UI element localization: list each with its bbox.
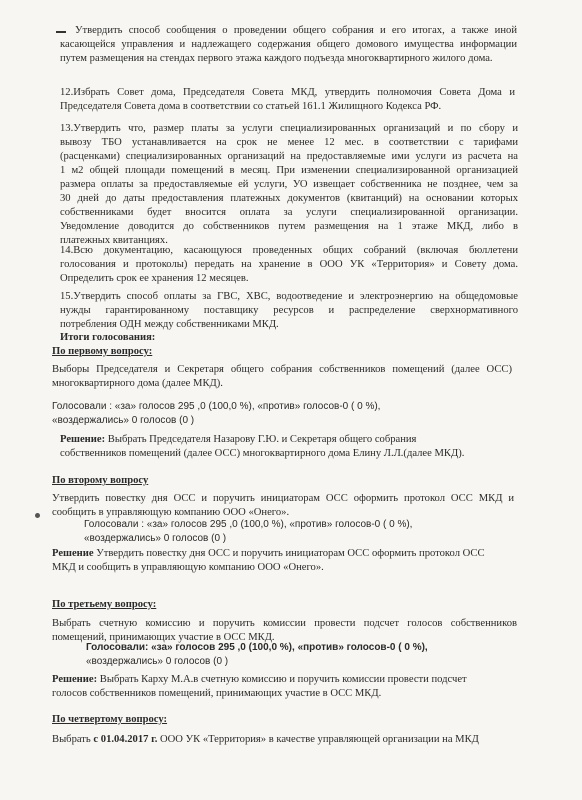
paragraph-line: Выбрать счетную комиссию и поручить комиссии провести подсчет голосов собственников [52, 618, 517, 629]
paragraph-line: Выбрать с 01.04.2017 г. ООО УК «Территория» в качестве управляющей организации на МКД [52, 734, 479, 745]
paragraph-line: голосования и протоколы) передать на хранение в ООО УК «Территория» и Совету дома. [60, 259, 518, 270]
paragraph-item-13 [60, 122, 518, 248]
decision-line: голосов собственников помещений, принимающих участие в ОСС МКД. [52, 688, 382, 699]
paragraph-line: нужды гарантированному поставщику ресурсов и распределение сверхнормативного [60, 305, 518, 316]
decision-label: Решение: [52, 674, 98, 685]
decision-text: Выбрать Председателя Назарову Г.Ю. и Секретаря общего собрания [105, 434, 417, 445]
decision-line [52, 547, 522, 561]
question-2-text [52, 492, 514, 520]
paragraph-notification-method-cont [60, 38, 517, 66]
paragraph-line: сообщить в управляющую компанию ООО «Онего». [52, 507, 290, 518]
decision-line [60, 433, 520, 447]
decision-label: Решение: [60, 434, 106, 445]
vote-line: «воздержались» 0 голосов (0 ) [86, 656, 229, 667]
paragraph-line: 30 дней до даты предоставления платежных документов (квитанций) на основании которых [60, 193, 518, 204]
paragraph-line: 14.Всю документацию, касающуюся проведенных общих собраний (включая бюллетени [60, 245, 518, 256]
paragraph-line: (расценками) специализированных организаций на предоставляемые ими услуги из расчета на [60, 151, 518, 162]
decision-line: МКД и сообщить в управляющую компанию ООО «Онего». [52, 562, 324, 573]
paragraph-item-12 [60, 86, 515, 114]
paragraph-line: вывозу ТБО устанавливается на срок не менее 12 мес. в соответствии с тарифами [60, 137, 518, 148]
paragraph-item-14 [60, 244, 518, 286]
paragraph-line: помещений, принимающих участие в ОСС МКД. [52, 632, 275, 643]
question-2-vote [84, 518, 524, 546]
decision-line [52, 673, 522, 687]
scan-mark [35, 513, 40, 518]
paragraph-item-15 [60, 290, 518, 332]
question-3-vote [86, 641, 526, 669]
vote-line: Голосовали : «за» голосов 295 ,0 (100,0 %), «против» голосов-0 ( 0 %), [84, 519, 413, 530]
vote-line: «воздержались» 0 голосов (0 ) [52, 415, 195, 426]
effective-date: с 01.04.2017 г. [93, 734, 158, 745]
decision-text: Утвердить повестку дня ОСС и поручить инициаторам ОСС оформить протокол ОСС [93, 548, 485, 559]
paragraph-line: Выборы Председателя и Секретаря общего собрания собственников помещений (далее ОСС) [52, 364, 512, 375]
vote-line: «воздержались» 0 голосов (0 ) [84, 533, 227, 544]
question-1-heading: По первому вопросу: [52, 346, 153, 357]
paragraph-line: путем размещения на стендах первого этажа каждого подъезда многоквартирного жилого дома. [60, 53, 493, 64]
paragraph-notification-method [75, 24, 517, 38]
question-2-decision [52, 547, 522, 575]
paragraph-line: Утвердить способ сообщения о проведении общего собрания и его итогах, а также иной [75, 25, 517, 36]
paragraph-line: 15.Утвердить способ оплаты за ГВС, ХВС, водоотведение и электроэнергию на общедомовые [60, 291, 518, 302]
question-4-text [52, 733, 527, 747]
paragraph-line: 12.Избрать Совет дома, Председателя Совета МКД, утвердить полномочия Совета Дома и [60, 87, 515, 98]
question-3-decision [52, 673, 522, 701]
question-2-heading: По второму вопросу [52, 475, 149, 486]
paragraph-line: Уведомление доводится до собственников путем размещения на 1 этаже МКД, либо в [60, 221, 518, 232]
paragraph-line: касающейся управления и надлежащего содержания общего домового имущества информации [60, 39, 517, 50]
paragraph-line: 13.Утвердить что, размер платы за услуги специализированных организаций и по сбору и [60, 123, 518, 134]
paragraph-line: платежных квитанциях. [60, 235, 168, 246]
vote-line: Голосовали: «за» голосов 295 ,0 (100,0 %), «против» голосов-0 ( 0 %), [86, 642, 428, 653]
bullet-mark [56, 31, 66, 33]
paragraph-line: многоквартирного дома (далее МКД). [52, 378, 223, 389]
paragraph-line: потребления ОДН между собственниками МКД. [60, 319, 279, 330]
paragraph-line: Председателя Совета дома в соответствии со статьей 161.1 Жилищного Кодекса РФ. [60, 101, 442, 112]
decision-label: Решение [52, 548, 94, 559]
results-title: Итоги голосования: [60, 332, 156, 343]
paragraph-line: собственниками будет вносится оплата за услуги специализированной организации. [60, 207, 518, 218]
decision-line: собственников помещений (далее ОСС) многоквартирного дома Елину Л.Л.(далее МКД). [60, 448, 465, 459]
paragraph-line: Определить срок ее хранения 12 месяцев. [60, 273, 249, 284]
question-4-heading: По четвертому вопросу: [52, 714, 168, 725]
paragraph-line: размера оплаты за предоставляемые ей услуги, УО извещает собственника не позднее, чем за [60, 179, 518, 190]
question-3-heading: По третьему вопросу: [52, 599, 157, 610]
paragraph-line: Утвердить повестку дня ОСС и поручить инициаторам ОСС оформить протокол ОСС МКД и [52, 493, 514, 504]
question-1-vote [52, 400, 532, 428]
paragraph-line: 1 м2 общей площади помещений в месяц. При изменении специализированной организацией [60, 165, 518, 176]
vote-line: Голосовали : «за» голосов 295 ,0 (100,0 %), «против» голосов-0 ( 0 %), [52, 401, 381, 412]
decision-text: Выбрать Карху М.А.в счетную комиссию и поручить комиссии провести подсчет [97, 674, 467, 685]
question-1-text [52, 363, 512, 391]
question-1-decision [60, 433, 520, 461]
